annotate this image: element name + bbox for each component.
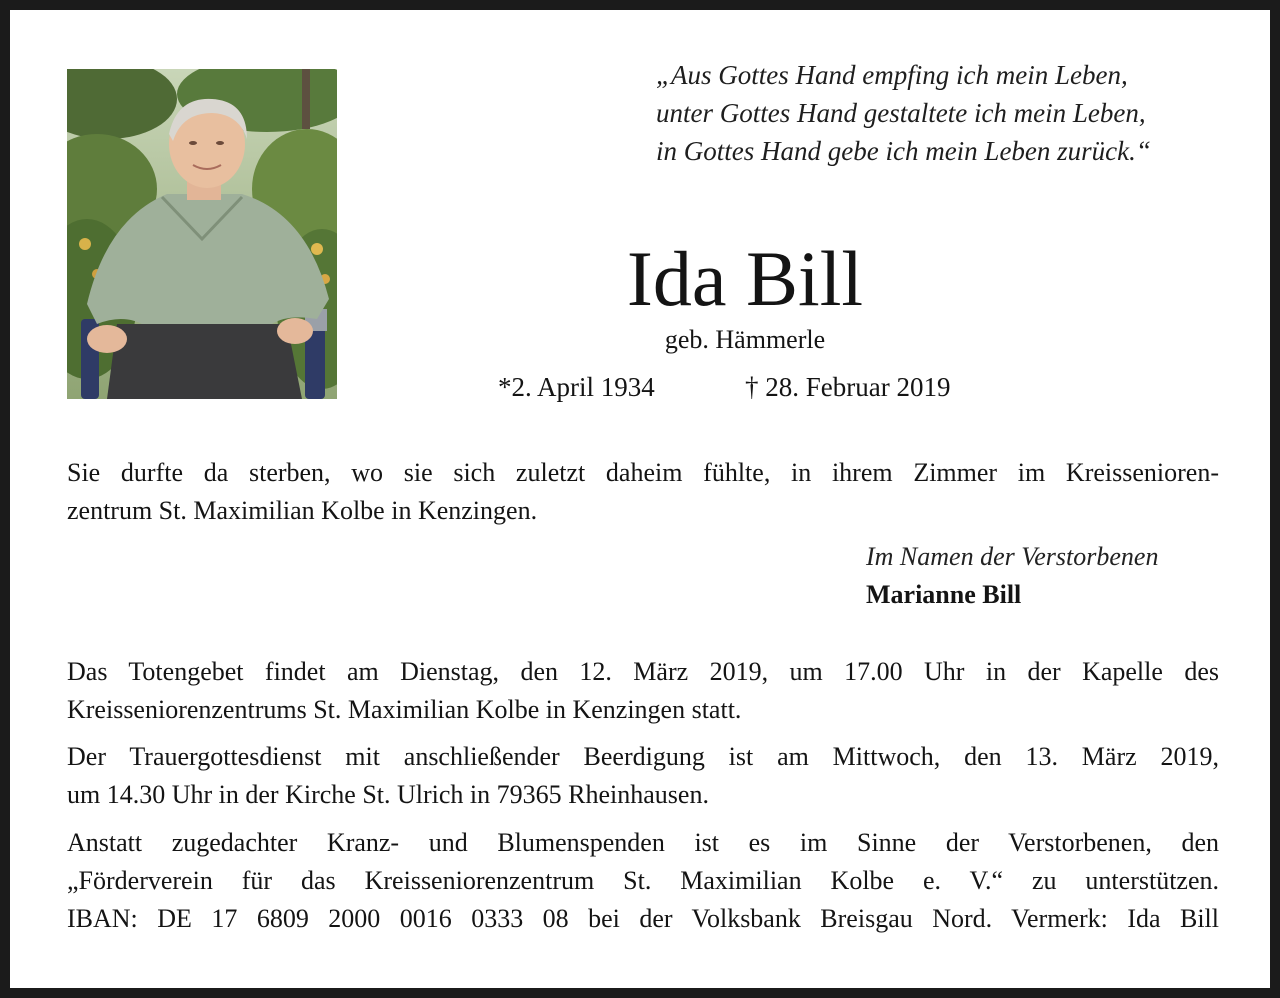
birth-name: geb. Hämmerle	[664, 325, 826, 354]
donation-info	[67, 824, 1219, 938]
funeral-service-info	[67, 738, 1219, 814]
deceased-name: Ida Bill	[626, 235, 864, 322]
death-date: † 28. Februar 2019	[745, 372, 951, 402]
message-line: Sie durfte da sterben, wo sie sich zuletzt daheim fühlte, in ihrem Zimmer im Kreissenioren-	[67, 458, 1219, 487]
signer-name: Marianne Bill	[866, 580, 1022, 609]
quote-line: unter Gottes Hand gestaltete ich mein Leben,	[656, 98, 1146, 128]
on-behalf-text: Im Namen der Verstorbenen	[866, 542, 1159, 571]
birth-date: *2. April 1934	[498, 372, 655, 402]
funeral-line: um 14.30 Uhr in der Kirche St. Ulrich in 79365 Rheinhausen.	[67, 780, 709, 809]
farewell-message	[67, 454, 1219, 530]
donation-line: IBAN: DE 17 6809 2000 0016 0333 08 bei der Volksbank Breisgau Nord. Vermerk: Ida Bill	[67, 904, 1219, 933]
signature-block	[866, 538, 1158, 614]
prayer-line: Kreisseniorenzentrums St. Maximilian Kolbe in Kenzingen statt.	[67, 695, 742, 724]
quote-line: „Aus Gottes Hand empfing ich mein Leben,	[656, 60, 1128, 90]
prayer-line: Das Totengebet findet am Dienstag, den 12. März 2019, um 17.00 Uhr in der Kapelle des	[67, 657, 1219, 686]
funeral-line: Der Trauergottesdienst mit anschließender Beerdigung ist am Mittwoch, den 13. März 2019,	[67, 742, 1219, 771]
donation-line: „Förderverein für das Kreisseniorenzentrum St. Maximilian Kolbe e. V.“ zu unterstützen.	[67, 866, 1219, 895]
donation-line: Anstatt zugedachter Kranz- und Blumenspenden ist es im Sinne der Verstorbenen, den	[67, 828, 1219, 857]
bible-quote	[656, 56, 1256, 170]
message-line: zentrum St. Maximilian Kolbe in Kenzingen.	[67, 496, 538, 525]
quote-line: in Gottes Hand gebe ich mein Leben zurück.“	[656, 136, 1151, 166]
portrait-photo	[67, 69, 337, 399]
prayer-service-info	[67, 653, 1219, 729]
